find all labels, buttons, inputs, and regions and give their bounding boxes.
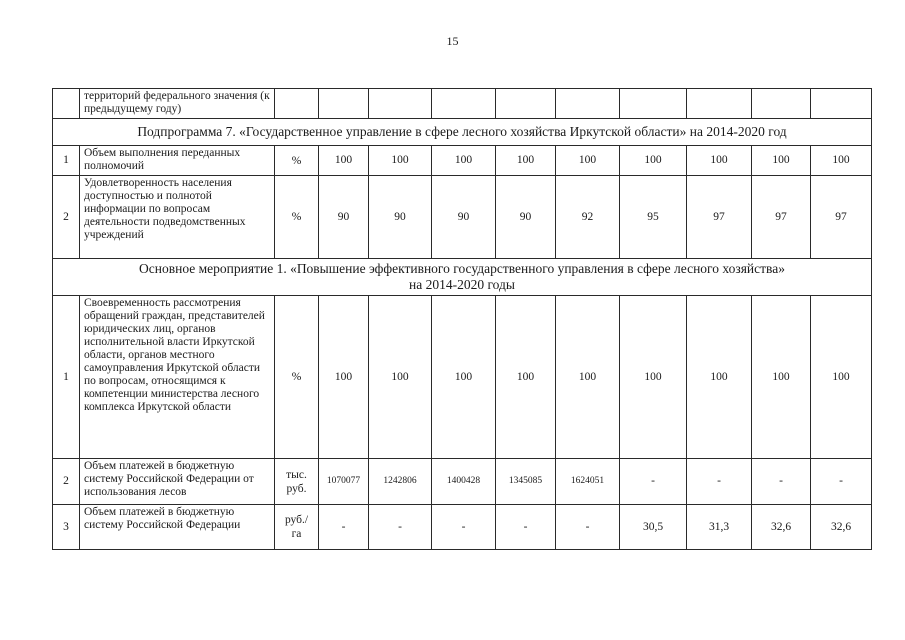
value-cell: 100	[556, 296, 620, 459]
unit-cell: руб./ га	[275, 505, 319, 550]
value-cell: 100	[752, 296, 811, 459]
value-cell: 90	[432, 176, 496, 259]
row-number-cell: 1	[53, 296, 80, 459]
row-number-cell: 1	[53, 146, 80, 176]
table-row	[53, 146, 872, 176]
value-cell	[432, 89, 496, 119]
unit-cell: %	[275, 296, 319, 459]
measure-title-line-2: на 2014-2020 годы	[409, 277, 515, 292]
indicator-name: Объем платежей в бюджетную систему Российской Федерации	[80, 505, 275, 550]
table-row	[53, 296, 872, 459]
value-cell: 100	[496, 146, 556, 176]
value-cell: 1624051	[556, 459, 620, 505]
value-cell: 97	[752, 176, 811, 259]
value-cell: 31,3	[687, 505, 752, 550]
value-cell	[369, 89, 432, 119]
value-cell	[496, 89, 556, 119]
indicator-name: Объем выполнения переданных полномочий	[80, 146, 275, 176]
value-cell	[319, 89, 369, 119]
value-cell: 90	[319, 176, 369, 259]
value-cell	[620, 89, 687, 119]
value-cell	[811, 89, 872, 119]
value-cell	[556, 89, 620, 119]
measure-title-line-1: Основное мероприятие 1. «Повышение эффективного государственного управления в сфере лесного хозяйства»	[139, 261, 785, 276]
value-cell: 1242806	[369, 459, 432, 505]
value-cell: 30,5	[620, 505, 687, 550]
indicator-name: территорий федерального значения (к предыдущему году)	[80, 89, 275, 119]
value-cell: 100	[319, 146, 369, 176]
value-cell: 97	[687, 176, 752, 259]
indicators-table	[52, 88, 872, 550]
value-cell: -	[496, 505, 556, 550]
table-row	[53, 505, 872, 550]
value-cell: -	[811, 459, 872, 505]
value-cell: 1070077	[319, 459, 369, 505]
value-cell: 100	[319, 296, 369, 459]
value-cell: 100	[556, 146, 620, 176]
value-cell: 100	[369, 296, 432, 459]
value-cell: -	[687, 459, 752, 505]
table-row	[53, 259, 872, 296]
page-number: 15	[446, 34, 459, 48]
row-number-cell	[53, 89, 80, 119]
value-cell: 90	[496, 176, 556, 259]
value-cell: -	[319, 505, 369, 550]
unit-cell: %	[275, 146, 319, 176]
value-cell	[687, 89, 752, 119]
value-cell: -	[620, 459, 687, 505]
unit-cell: %	[275, 176, 319, 259]
indicator-name: Объем платежей в бюджетную систему Российской Федерации от использования лесов	[80, 459, 275, 505]
value-cell: 100	[620, 296, 687, 459]
value-cell: -	[369, 505, 432, 550]
value-cell: 95	[620, 176, 687, 259]
measure-title	[53, 259, 872, 296]
unit-cell	[275, 89, 319, 119]
value-cell: -	[432, 505, 496, 550]
value-cell	[752, 89, 811, 119]
value-cell: 100	[432, 296, 496, 459]
value-cell: 100	[369, 146, 432, 176]
value-cell: 90	[369, 176, 432, 259]
unit-cell: тыс. руб.	[275, 459, 319, 505]
table-row	[53, 176, 872, 259]
row-number-cell: 2	[53, 459, 80, 505]
row-number-cell: 2	[53, 176, 80, 259]
table-row	[53, 89, 872, 119]
value-cell: 100	[496, 296, 556, 459]
value-cell: 1345085	[496, 459, 556, 505]
value-cell: 1400428	[432, 459, 496, 505]
value-cell: 100	[811, 296, 872, 459]
subprogram-title: Подпрограмма 7. «Государственное управление в сфере лесного хозяйства Иркутской области» на 2014-2020 год	[53, 119, 872, 146]
table-row	[53, 459, 872, 505]
value-cell: 32,6	[752, 505, 811, 550]
table-row	[53, 119, 872, 146]
row-number-cell: 3	[53, 505, 80, 550]
value-cell: -	[556, 505, 620, 550]
value-cell: 92	[556, 176, 620, 259]
value-cell: 100	[687, 296, 752, 459]
value-cell: -	[752, 459, 811, 505]
value-cell: 32,6	[811, 505, 872, 550]
value-cell: 100	[432, 146, 496, 176]
value-cell: 100	[620, 146, 687, 176]
indicator-name: Своевременность рассмотрения обращений граждан, представителей юридических лиц, органов исполнительной власти Иркутской области, органов местного самоуправления Иркутской области по вопросам, относящимся к компетенции министерства лесного комплекса Иркутской области	[80, 296, 275, 459]
value-cell: 100	[752, 146, 811, 176]
value-cell: 100	[811, 146, 872, 176]
indicator-name: Удовлетворенность населения доступностью и полнотой информации по вопросам деятельности подведомственных учреждений	[80, 176, 275, 259]
value-cell: 100	[687, 146, 752, 176]
value-cell: 97	[811, 176, 872, 259]
